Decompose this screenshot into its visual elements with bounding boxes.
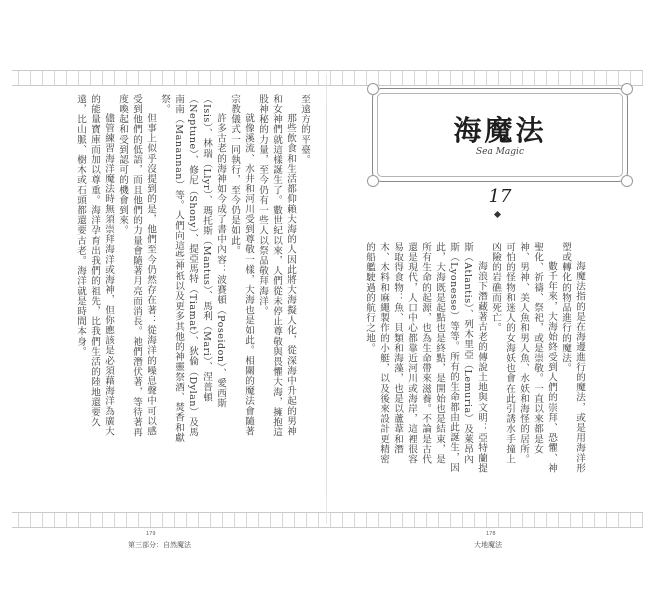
chapter-title: 海魔法 [453, 114, 547, 147]
page-gutter [326, 74, 327, 524]
paragraph: 海浪下潛藏著古老的傳說土地與文明：亞特蘭提斯（Atlantis）、列木里亞（Lemuria）及萊昂內斯（Lyonesse）等等。所有的生命都由此誕生，因此，大海既是起點也是終點，是開始也是結束，是所有生命的起源，也為生命帶來滋養。不論是古代還是現代，人口中心都靠近河川或海岸，這裡很容易取得食物：魚、貝類和海藻，也是以蘆葦和潛木、木料和麻繩製作的小艇，以及後來設計更精密的船艦駛過的航行之地。 [364, 242, 487, 474]
running-head-right: 大地魔法 [474, 541, 502, 549]
paragraph: 那些飲食和生活都仰賴大海的人因此將大海擬人化，從深海中升起的男神和女神們就這樣誕生了。數世紀以來，人們從未停止尊敬與畏懼大海，擁抱這股神秘的力量，至今仍有一些人以祭品敬拜海洋。 [257, 94, 296, 438]
frame-ornament [621, 175, 633, 187]
frame-ornament [367, 83, 379, 95]
left-page-body [73, 94, 311, 444]
decorative-border-bottom [12, 512, 643, 528]
running-head-left: 第三部分：自然魔法 [128, 541, 191, 549]
paragraph: 儘管練習海洋魔法時無須崇拜海洋或海神，但你應該是必須藉海洋為廣大的能量寶庫而加以尊重。海洋孕育出我們的祖先，比我們生活的陸地還要久遠，比山脈、樹木或石頭都還要古老。海洋就是時間本身。 [75, 94, 114, 437]
paragraph: 海魔法指的是在海邊進行的魔法，或是用海洋形塑或轉化的物品進行的魔法。 [560, 242, 585, 474]
chapter-subtitle: Sea Magic [476, 147, 524, 157]
diamond-ornament-icon [494, 211, 501, 218]
frame-ornament [367, 175, 379, 187]
decorative-border-top [12, 70, 643, 86]
chapter-number: 17 [488, 186, 512, 207]
paragraph: 至遠方的平臺。 [299, 94, 310, 165]
page-number-right: 178 [486, 531, 496, 537]
page-number-left: 179 [146, 531, 156, 537]
paragraph: 許多古老的海神如今成了書中內容：波賽頓（Poseidon）、愛西斯（Isis）、林瑞（Llyr）、瑪托斯（Mantus）、馬利（Mari）、涅普頓（Neptune）、修尼（Shony）、提亞馬特（Tiamat）、狄倫（Dylan）及馬南南（Manannan）等。人們向這些神祇以及更多其他的神靈祭酒、焚香和獻祭。 [159, 94, 226, 443]
chapter-title-frame [372, 88, 628, 182]
frame-ornament [621, 83, 633, 95]
paragraph: 數千年來，大海始終受到人們的崇拜、恐懼、神聖化、祈禱、祭祀，或是崇敬。一直以來都是女神、男神、美人魚和男人魚、水妖和海怪的居所。可怕的怪物和迷人的女海妖也會在此引誘水手撞上凶險的岩礁而死亡。 [490, 242, 557, 474]
paragraph: 但事上似乎沒提到的是，他們至今仍然存在著：從海洋的噪息聲中可以感受到他們的低語，而且他們的力量會隨著月亮而消長。祂們潛伏著，等待著再度喚起和受到認可的機會到來。 [117, 94, 156, 438]
paragraph: 就像溪流、水井和河川受到尊敬一樣，大海也是如此。相關的魔法會隨著宗教儀式一同執行，至今仍是如此。 [229, 94, 254, 437]
right-page-body [362, 242, 586, 474]
